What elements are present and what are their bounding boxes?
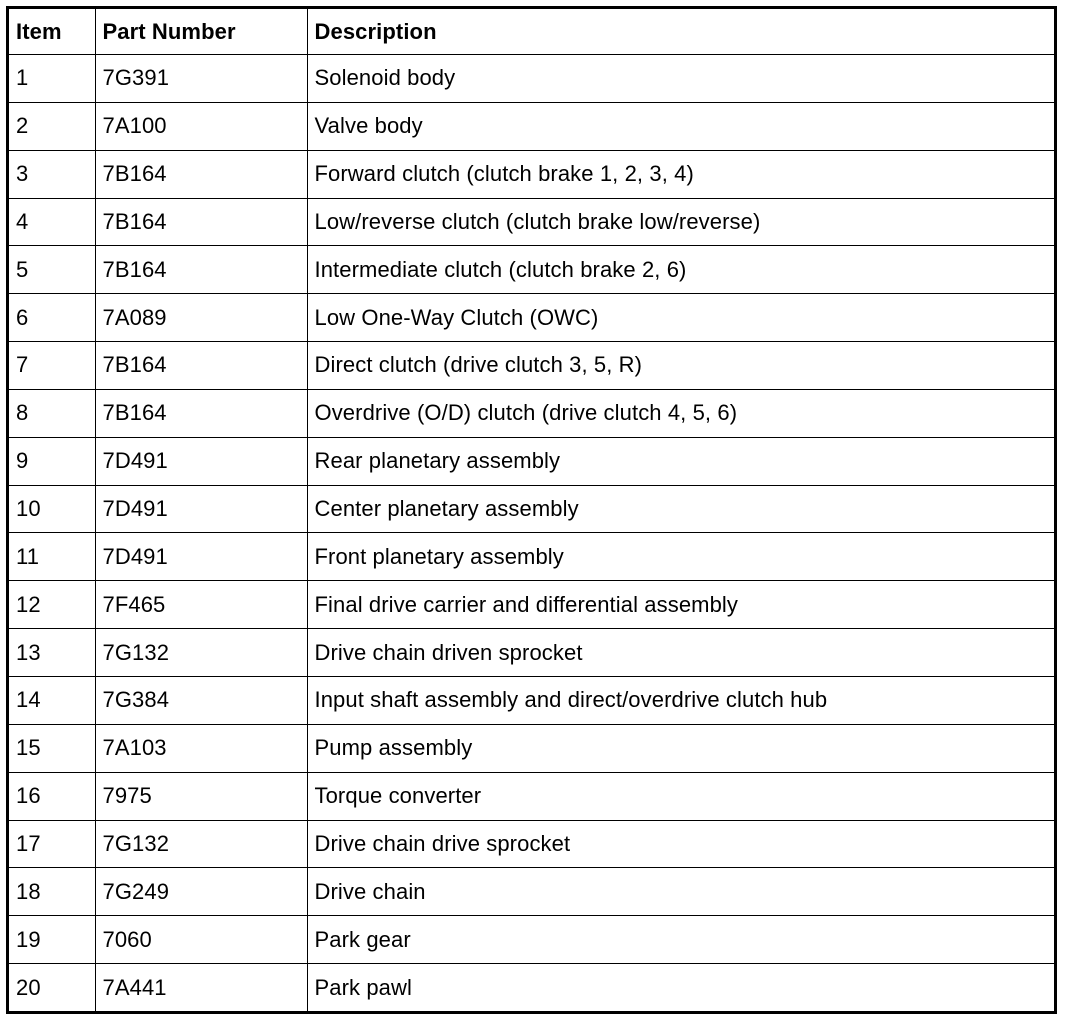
cell-part-number: 7A100	[95, 102, 307, 150]
parts-table-frame	[6, 6, 1057, 1014]
cell-part-number: 7G391	[95, 55, 307, 103]
cell-item: 15	[9, 724, 95, 772]
cell-part-number: 7B164	[95, 389, 307, 437]
table-row	[9, 676, 1054, 724]
cell-item: 12	[9, 581, 95, 629]
cell-part-number: 7A441	[95, 964, 307, 1011]
cell-item: 13	[9, 629, 95, 677]
table-row	[9, 150, 1054, 198]
cell-description: Center planetary assembly	[307, 485, 1054, 533]
cell-part-number: 7975	[95, 772, 307, 820]
cell-part-number: 7G132	[95, 629, 307, 677]
cell-item: 2	[9, 102, 95, 150]
cell-item: 17	[9, 820, 95, 868]
table-row	[9, 820, 1054, 868]
cell-description: Input shaft assembly and direct/overdrive clutch hub	[307, 676, 1054, 724]
table-row	[9, 342, 1054, 390]
table-row	[9, 389, 1054, 437]
table-header-row	[9, 9, 1054, 55]
cell-item: 10	[9, 485, 95, 533]
column-header-part-number: Part Number	[95, 9, 307, 55]
cell-part-number: 7B164	[95, 198, 307, 246]
cell-description: Park pawl	[307, 964, 1054, 1011]
table-row	[9, 246, 1054, 294]
cell-item: 18	[9, 868, 95, 916]
cell-description: Torque converter	[307, 772, 1054, 820]
cell-description: Direct clutch (drive clutch 3, 5, R)	[307, 342, 1054, 390]
table-row	[9, 724, 1054, 772]
cell-description: Overdrive (O/D) clutch (drive clutch 4, 5, 6)	[307, 389, 1054, 437]
cell-item: 20	[9, 964, 95, 1011]
cell-description: Low One-Way Clutch (OWC)	[307, 294, 1054, 342]
cell-description: Drive chain	[307, 868, 1054, 916]
cell-item: 1	[9, 55, 95, 103]
cell-part-number: 7A103	[95, 724, 307, 772]
table-row	[9, 55, 1054, 103]
table-row	[9, 629, 1054, 677]
table-row	[9, 102, 1054, 150]
table-row	[9, 868, 1054, 916]
table-row	[9, 198, 1054, 246]
cell-part-number: 7B164	[95, 342, 307, 390]
table-row	[9, 294, 1054, 342]
table-row	[9, 437, 1054, 485]
table-row	[9, 964, 1054, 1011]
cell-item: 14	[9, 676, 95, 724]
cell-part-number: 7G249	[95, 868, 307, 916]
cell-item: 8	[9, 389, 95, 437]
cell-part-number: 7D491	[95, 533, 307, 581]
table-row	[9, 772, 1054, 820]
cell-item: 11	[9, 533, 95, 581]
column-header-description: Description	[307, 9, 1054, 55]
cell-part-number: 7G132	[95, 820, 307, 868]
cell-item: 9	[9, 437, 95, 485]
cell-part-number: 7060	[95, 916, 307, 964]
cell-item: 19	[9, 916, 95, 964]
cell-description: Intermediate clutch (clutch brake 2, 6)	[307, 246, 1054, 294]
cell-item: 16	[9, 772, 95, 820]
cell-item: 7	[9, 342, 95, 390]
table-body	[9, 55, 1054, 1012]
cell-description: Final drive carrier and differential assembly	[307, 581, 1054, 629]
column-header-item: Item	[9, 9, 95, 55]
cell-description: Park gear	[307, 916, 1054, 964]
cell-description: Solenoid body	[307, 55, 1054, 103]
table-row	[9, 533, 1054, 581]
cell-description: Forward clutch (clutch brake 1, 2, 3, 4)	[307, 150, 1054, 198]
cell-part-number: 7B164	[95, 150, 307, 198]
table-row	[9, 916, 1054, 964]
cell-description: Rear planetary assembly	[307, 437, 1054, 485]
cell-part-number: 7B164	[95, 246, 307, 294]
cell-item: 4	[9, 198, 95, 246]
cell-item: 6	[9, 294, 95, 342]
cell-part-number: 7A089	[95, 294, 307, 342]
cell-part-number: 7D491	[95, 437, 307, 485]
cell-part-number: 7F465	[95, 581, 307, 629]
cell-description: Drive chain drive sprocket	[307, 820, 1054, 868]
cell-description: Drive chain driven sprocket	[307, 629, 1054, 677]
cell-description: Low/reverse clutch (clutch brake low/reverse)	[307, 198, 1054, 246]
cell-description: Pump assembly	[307, 724, 1054, 772]
table-row	[9, 485, 1054, 533]
cell-part-number: 7D491	[95, 485, 307, 533]
cell-item: 5	[9, 246, 95, 294]
cell-description: Front planetary assembly	[307, 533, 1054, 581]
cell-description: Valve body	[307, 102, 1054, 150]
table-row	[9, 581, 1054, 629]
cell-part-number: 7G384	[95, 676, 307, 724]
cell-item: 3	[9, 150, 95, 198]
parts-table	[9, 9, 1054, 1011]
